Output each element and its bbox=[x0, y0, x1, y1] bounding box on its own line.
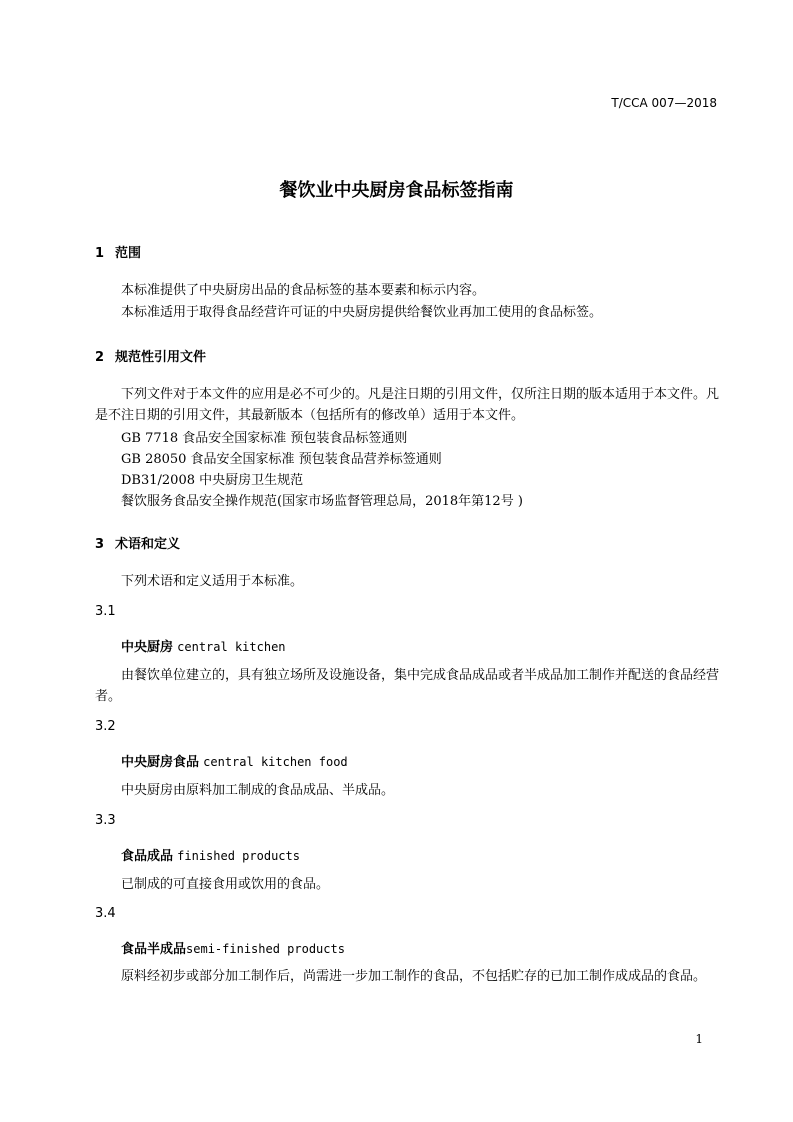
term-definition: 由餐饮单位建立的，具有独立场所及设施设备，集中完成食品成品或者半成品加工制作并配送的食品经营者。 bbox=[95, 668, 720, 704]
reference-item: 餐饮服务食品安全操作规范(国家市场监督管理总局，2018年第12号 ) bbox=[121, 494, 523, 509]
subsection-number: 3.2 bbox=[95, 719, 116, 734]
paragraph: 本标准适用于取得食品经营许可证的中央厨房提供给餐饮业再加工使用的食品标签。 bbox=[121, 305, 603, 320]
paragraph: 下列术语和定义适用于本标准。 bbox=[121, 574, 304, 589]
term-definition: 已制成的可直接食用或饮用的食品。 bbox=[121, 877, 330, 892]
document-title: 餐饮业中央厨房食品标签指南 bbox=[279, 180, 514, 201]
term-chinese: 食品成品 bbox=[121, 849, 174, 864]
term-entry bbox=[121, 636, 286, 655]
term-chinese: 中央厨房 bbox=[121, 640, 174, 655]
section-number: 1 bbox=[95, 246, 105, 261]
term-english: central kitchen bbox=[177, 640, 286, 654]
section-title: 术语和定义 bbox=[115, 537, 181, 552]
section-heading-terms bbox=[95, 533, 180, 552]
reference-item: DB31/2008 中央厨房卫生规范 bbox=[121, 473, 304, 488]
section-number: 2 bbox=[95, 350, 105, 365]
term-entry bbox=[121, 845, 300, 864]
term-entry bbox=[121, 938, 345, 957]
section-heading-normative-references bbox=[95, 346, 206, 365]
term-english: finished products bbox=[177, 849, 300, 863]
section-heading-scope bbox=[95, 242, 141, 261]
document-number: T/CCA 007—2018 bbox=[611, 96, 717, 110]
page-number: 1 bbox=[695, 1032, 703, 1046]
paragraph: 下列文件对于本文件的应用是必不可少的。凡是注日期的引用文件，仅所注日期的版本适用于本文件。凡是不注日期的引用文件，其最新版本（包括所有的修改单）适用于本文件。 bbox=[95, 387, 720, 423]
term-definition: 原料经初步或部分加工制作后，尚需进一步加工制作的食品，不包括贮存的已加工制作成成品的食品。 bbox=[121, 969, 707, 984]
section-number: 3 bbox=[95, 537, 105, 552]
section-title: 规范性引用文件 bbox=[115, 350, 207, 365]
section-title: 范围 bbox=[115, 246, 142, 261]
term-definition: 中央厨房由原料加工制成的食品成品、半成品。 bbox=[121, 783, 395, 798]
reference-item: GB 28050 食品安全国家标准 预包装食品营养标签通则 bbox=[121, 452, 442, 467]
subsection-number: 3.4 bbox=[95, 906, 116, 921]
reference-item: GB 7718 食品安全国家标准 预包装食品标签通则 bbox=[121, 431, 408, 446]
term-english: semi-finished products bbox=[186, 942, 345, 956]
term-entry bbox=[121, 751, 348, 770]
term-chinese: 食品半成品 bbox=[121, 942, 187, 957]
paragraph: 本标准提供了中央厨房出品的食品标签的基本要素和标示内容。 bbox=[121, 283, 486, 298]
term-chinese: 中央厨房食品 bbox=[121, 755, 200, 770]
subsection-number: 3.1 bbox=[95, 604, 116, 619]
subsection-number: 3.3 bbox=[95, 813, 116, 828]
term-english: central kitchen food bbox=[203, 755, 348, 769]
